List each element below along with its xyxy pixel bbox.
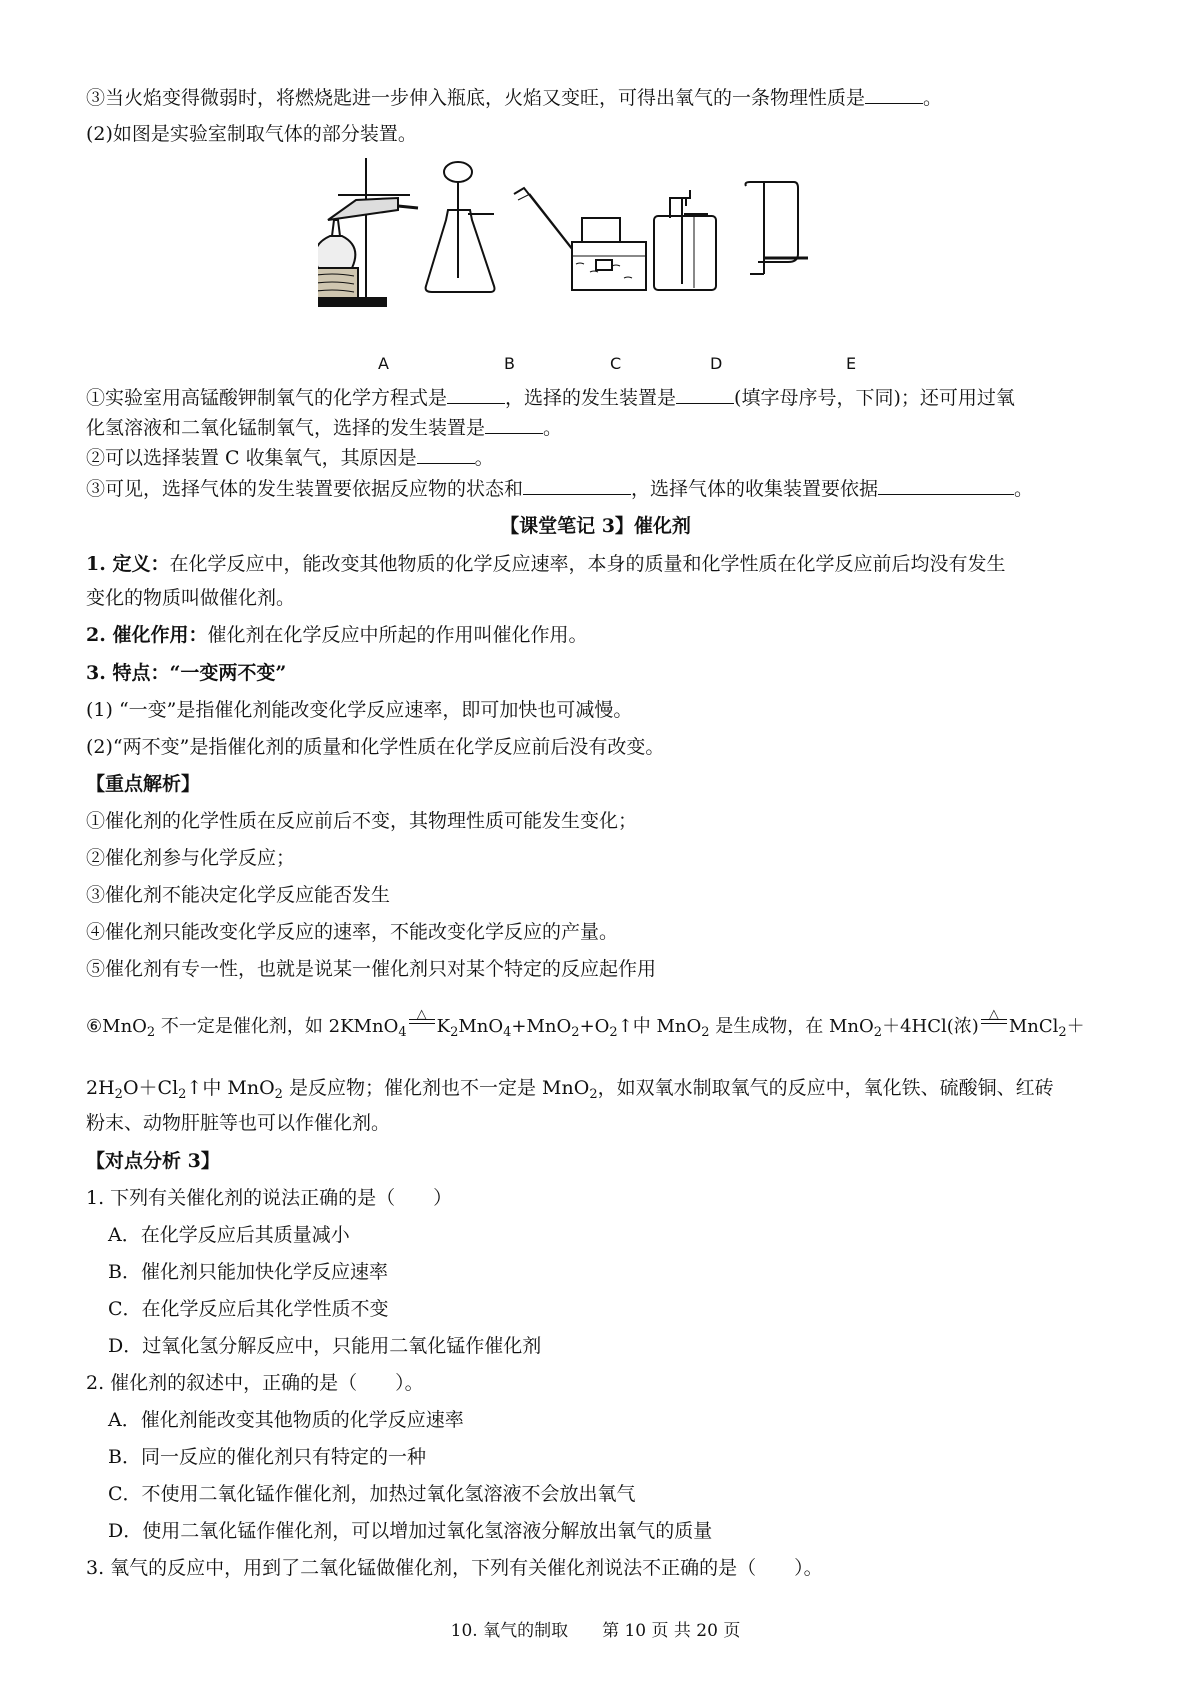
period: 。 [1014,478,1034,500]
period: 。 [543,417,563,439]
answer-blank[interactable] [523,476,631,495]
feature-2: (2)“两不变”是指催化剂的质量和化学性质在化学反应前后没有改变。 [86,736,665,758]
question-1-option-b[interactable]: B．催化剂只能加快化学反应速率 [108,1261,388,1283]
heat-condition-sign: △ [979,1012,1009,1032]
question-2-option-d[interactable]: D．使用二氧化锰作催化剂，可以增加过氧化氢溶液分解放出氧气的质量 [108,1520,713,1542]
q2-1-text-c: (填字母序号，下同)；还可用过氧 [734,387,1015,409]
answer-blank[interactable] [485,415,543,434]
question-2-option-c[interactable]: C．不使用二氧化锰作催化剂，加热过氧化氢溶液不会放出氧气 [108,1483,636,1505]
q2-1-line [86,385,1015,411]
action-label: 2. 催化作用： [86,624,208,646]
analysis-title: 【对点分析 3】 [86,1150,220,1172]
q2-1-text-d: 化氢溶液和二氧化锰制氧气，选择的发生装置是 [86,417,486,439]
apparatus-label-b: B [504,354,515,373]
apparatus-c [514,188,646,290]
key-point-2: ②催化剂参与化学反应； [86,847,296,869]
key-point-1: ①催化剂的化学性质在反应前后不变，其物理性质可能发生变化； [86,810,638,832]
apparatus-d [654,190,716,290]
apparatus-label-e: E [846,354,857,373]
section-title: 【课堂笔记 3】催化剂 [500,515,691,537]
action-line [86,622,587,648]
q1-3-line [86,85,942,111]
page-footer: 10. 氧气的制取 第 10 页 共 20 页 [450,1621,741,1641]
key-point-6-line1: ⑥MnO$_2$ 不一定是催化剂，如 2KMnO$_4$ △ $K_2MnO_4+MnO_2+O_2↑$中 MnO$_2$ 是生成物，在 MnO$_2$＋4HCl(浓) △ MnCl$_2$＋ [86,1007,1085,1040]
definition-line [86,551,1005,577]
apparatus-label-a: A [378,354,389,373]
q2-2-text: ②可以选择装置 C 收集氧气，其原因是 [86,447,417,469]
q2-2-line [86,445,494,471]
apparatus-label-d: D [710,354,723,373]
definition-text: 在化学反应中，能改变其他物质的化学反应速率，本身的质量和化学性质在化学反应前后均没有发生 [169,553,1006,575]
period: 。 [923,87,943,109]
heat-condition-sign: △ [407,1012,437,1032]
q2-3-text-b: ，选择气体的收集装置要依据 [631,478,879,500]
q2-1-text-a: ①实验室用高锰酸钾制氧气的化学方程式是 [86,387,448,409]
definition-label: 1. 定义： [86,553,170,575]
question-2-stem: 2. 催化剂的叙述中，正确的是（ ）。 [86,1372,424,1394]
question-1-option-d[interactable]: D．过氧化氢分解反应中，只能用二氧化锰作催化剂 [108,1335,542,1357]
apparatus-a [318,158,418,306]
apparatus-b [426,162,495,292]
q2-1-text-b: ，选择的发生装置是 [505,387,677,409]
question-2-option-a[interactable]: A．催化剂能改变其他物质的化学反应速率 [108,1409,464,1431]
question-1-option-c[interactable]: C．在化学反应后其化学性质不变 [108,1298,389,1320]
key-point-5: ⑤催化剂有专一性，也就是说某一催化剂只对某个特定的反应起作用 [86,958,657,980]
apparatus-label-c: C [610,354,622,373]
answer-blank[interactable] [676,385,734,404]
definition-line2: 变化的物质叫做催化剂。 [86,587,296,609]
answer-blank[interactable] [878,476,1014,495]
answer-blank[interactable] [865,85,923,104]
question-3-stem: 3. 氧气的反应中，用到了二氧化锰做催化剂，下列有关催化剂说法不正确的是（ ）。 [86,1557,823,1579]
q1-3-text: ③当火焰变得微弱时，将燃烧匙进一步伸入瓶底，火焰又变旺，可得出氧气的一条物理性质是 [86,87,866,109]
period: 。 [474,447,494,469]
feature-label: 3. 特点：“一变两不变” [86,662,287,684]
key-point-3: ③催化剂不能决定化学反应能否发生 [86,884,391,906]
q2-intro: (2)如图是实验室制取气体的部分装置。 [86,123,417,145]
key-point-6-line3: 粉末、动物肝脏等也可以作催化剂。 [86,1112,391,1134]
q2-3-line [86,476,1033,502]
lab-apparatus-figure [318,158,808,308]
answer-blank[interactable] [417,445,475,464]
answer-blank[interactable] [447,385,505,404]
q2-1-line2 [86,415,562,441]
key-title: 【重点解析】 [86,773,201,795]
feature-1: (1) “一变”是指催化剂能改变化学反应速率，即可加快也可减慢。 [86,699,633,721]
question-1-option-a[interactable]: A．在化学反应后其质量减小 [108,1224,350,1246]
question-2-option-b[interactable]: B．同一反应的催化剂只有特定的一种 [108,1446,426,1468]
key-point-6-line2: $2H_2O+Cl_2↑$中 MnO$_2$ 是反应物；催化剂也不一定是 MnO$_2$，如双氧水制取氧气的反应中，氧化铁、硫酸铜、红砖 [86,1077,1054,1102]
question-1-stem: 1. 下列有关催化剂的说法正确的是（ ） [86,1187,453,1209]
key-point-4: ④催化剂只能改变化学反应的速率，不能改变化学反应的产量。 [86,921,619,943]
apparatus-e [746,182,809,274]
q2-3-text-a: ③可见，选择气体的发生装置要依据反应物的状态和 [86,478,524,500]
action-text: 催化剂在化学反应中所起的作用叫催化作用。 [207,624,588,646]
